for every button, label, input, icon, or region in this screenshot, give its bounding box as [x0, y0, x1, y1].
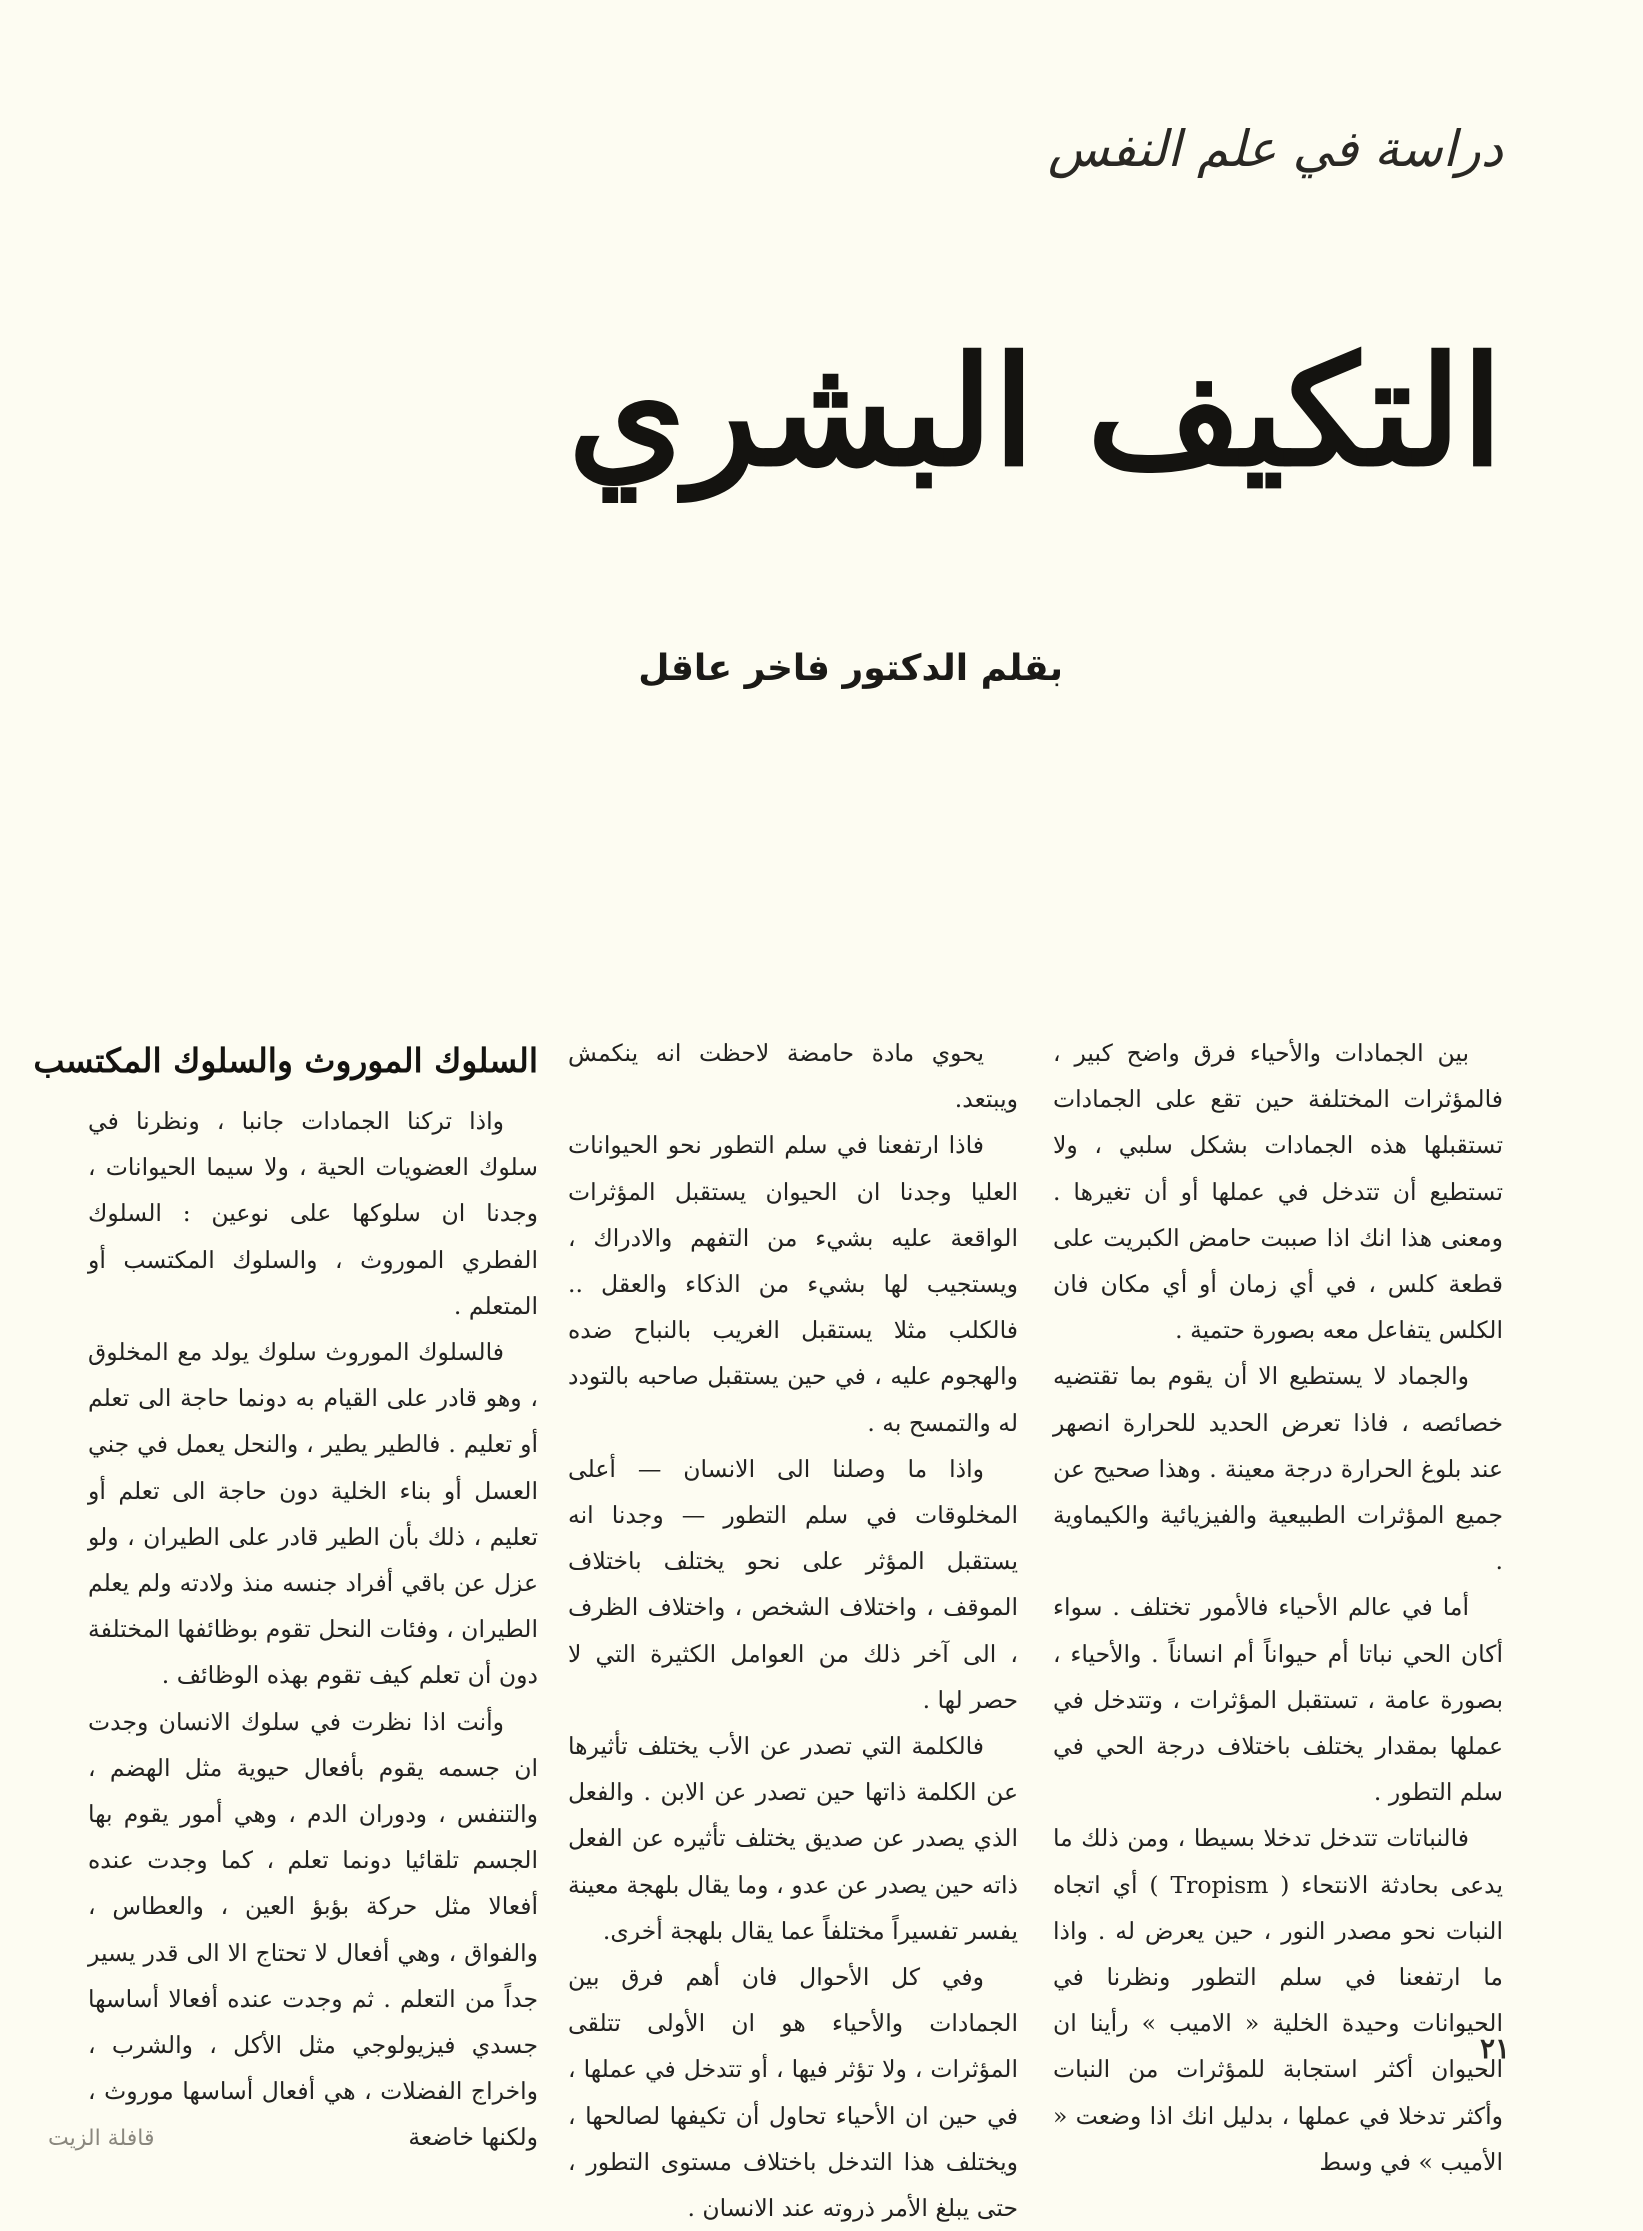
paragraph: فاذا ارتفعنا في سلم التطور نحو الحيوانات العليا وجدنا ان الحيوان يستقبل المؤثرات الواقعة عليه بشيء من التفهم والادراك ، ويستجيب لها بشيء من الذكاء والعقل .. فالكلب مثلا يستقبل الغريب بالنباح ضده والهجوم عليه ، في حين يستقبل صاحبه بالتودد له والتمسح به . — [568, 1131, 1018, 1437]
paragraph: فالسلوك الموروث سلوك يولد مع المخلوق ، وهو قادر على القيام به دونما حاجة الى تعلم أو تعليم . فالطير يطير ، والنحل يعمل في جني العسل أو بناء الخلية دون حاجة الى تعلم أو تعليم ، ذلك بأن الطير قادر على الطيران ، ولو عزل عن باقي أفراد جنسه منذ ولادته ولم يعلم الطيران ، وفئات النحل تقوم بوظائفها المختلفة دون أن تعلم كيف تقوم بهذه الوظائف . — [88, 1338, 538, 1690]
article-title: التكيف البشري — [568, 324, 1503, 500]
paragraph: واذا تركنا الجمادات جانبا ، ونظرنا في سلوك العضويات الحية ، ولا سيما الحيوانات ، وجدنا ان سلوكها على نوعين : السلوك الفطري الموروث ، والسلوك المكتسب أو المتعلم . — [88, 1107, 538, 1320]
page-number: ٢١ — [1480, 2032, 1511, 2065]
section-heading: السلوك الموروث والسلوك المكتسب — [33, 1041, 538, 1080]
section-kicker: دراسة في علم النفس — [1047, 120, 1503, 178]
paragraph: فالكلمة التي تصدر عن الأب يختلف تأثيرها عن الكلمة ذاتها حين تصدر عن الابن . والفعل الذي يصدر عن صديق يختلف تأثيره عن الفعل ذاته حين يصدر عن عدو ، وما يقال بلهجة معينة يفسر تفسيراً مختلفاً عما يقال بلهجة أخرى. — [568, 1732, 1018, 1945]
paragraph: والجماد لا يستطيع الا أن يقوم بما تقتضيه خصائصه ، فاذا تعرض الحديد للحرارة انصهر عند بلوغ الحرارة درجة معينة . وهذا صحيح عن جميع المؤثرات الطبيعية والفيزيائية والكيماوية . — [1053, 1362, 1503, 1576]
paragraph: وأنت اذا نظرت في سلوك الانسان وجدت ان جسمه يقوم بأفعال حيوية مثل الهضم ، والتنفس ، ودوران الدم ، وهي أمور يقوم بها الجسم تلقائيا دونما تعلم ، كما وجدت عنده أفعالا مثل حركة بؤبؤ العين ، والعطاس ، والفواق ، وهي أفعال لا تحتاج الا الى قدر يسير جداً من التعلم . ثم وجدت عنده أفعالا أساسها جسدي فيزيولوجي مثل الأكل ، والشرب ، واخراج الفضلات ، هي أفعال أساسها موروث ، ولكنها خاضعة — [88, 1707, 538, 2152]
paragraph: يحوي مادة حامضة لاحظت انه ينكمش ويبتعد. — [568, 1039, 1018, 1114]
paragraph: وفي كل الأحوال فان أهم فرق بين الجمادات والأحياء هو ان الأولى تتلقى المؤثرات ، ولا تؤثر فيها ، أو تتدخل في عملها ، في حين ان الأحياء تحاول أن تكيفها لصالحها ، ويختلف هذا التدخل باختلاف مستوى التطور ، حتى يبلغ الأمر ذروته عند الانسان . — [568, 1963, 1018, 2223]
text-column-middle — [568, 1030, 1018, 2223]
magazine-name: قافلة الزيت — [48, 2126, 155, 2151]
paragraph: فالنباتات تتدخل تدخلا بسيطا ، ومن ذلك ما يدعى بحادثة الانتحاء ( Tropism ) أي اتجاه النبات نحو مصدر النور ، حين يعرض له . واذا ما ارتفعنا في سلم التطور ونظرنا في الحيوانات وحيدة الخلية « الاميب » رأينا ان الحيوان أكثر استجابة للمؤثرات من النبات وأكثر تدخلا في عملها ، بدليل انك اذا وضعت « الأميب » في وسط — [1053, 1824, 1504, 2176]
author-byline: بقلم الدكتور فاخر عاقل — [638, 648, 1063, 689]
paragraph: بين الجمادات والأحياء فرق واضح كبير ، فالمؤثرات المختلفة حين تقع على الجمادات تستقبلها هذه الجمادات بشكل سلبي ، ولا تستطيع أن تتدخل في عملها أو أن تغيرها . ومعنى هذا انك اذا صببت حامض الكبريت على قطعة كلس ، في أي زمان أو أي مكان فان الكلس يتفاعل معه بصورة حتمية . — [1053, 1039, 1503, 1345]
paragraph: أما في عالم الأحياء فالأمور تختلف . سواء أكان الحي نباتا أم حيواناً أم انساناً . والأحياء ، بصورة عامة ، تستقبل المؤثرات ، وتتدخل في عملها بمقدار يختلف باختلاف درجة الحي في سلم التطور . — [1053, 1593, 1503, 1807]
paragraph: واذا ما وصلنا الى الانسان — أعلى المخلوقات في سلم التطور — وجدنا انه يستقبل المؤثر على نحو يختلف باختلاف الموقف ، واختلاف الشخص ، واختلاف الظرف ، الى آخر ذلك من العوامل الكثيرة التي لا حصر لها . — [568, 1454, 1018, 1714]
